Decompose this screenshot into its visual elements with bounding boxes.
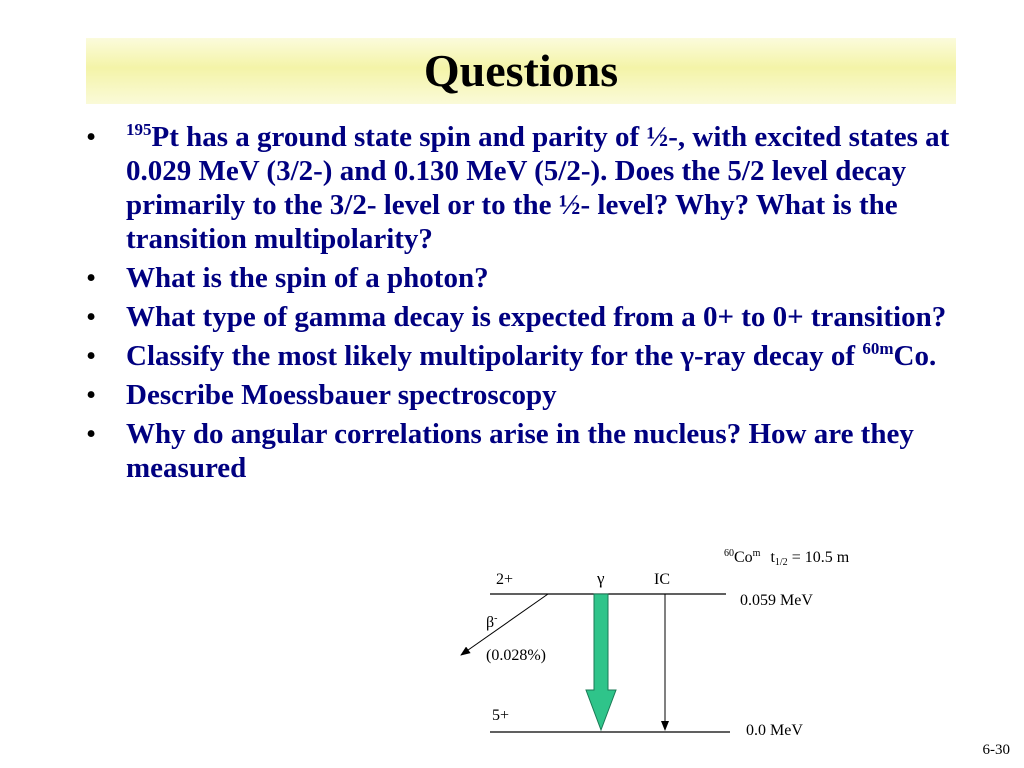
question-text-end: Co. <box>893 340 937 372</box>
question-list <box>86 120 966 490</box>
halflife-value: = 10.5 m <box>787 549 850 566</box>
question-item <box>86 300 966 334</box>
question-text: What is the spin of a photon? <box>126 262 489 294</box>
bullet-marker: • <box>86 340 97 372</box>
slide-title: Questions <box>423 45 619 96</box>
decay-scheme-diagram <box>440 540 910 750</box>
diagram-header <box>724 548 850 568</box>
beta-decay-arrow <box>461 594 548 655</box>
bullet-marker: • <box>86 418 97 450</box>
question-item <box>86 417 966 485</box>
gamma-transition-arrow <box>586 594 616 730</box>
ic-label: IC <box>654 571 670 588</box>
bullet-marker: • <box>86 262 97 294</box>
question-item <box>86 339 966 373</box>
gamma-label: γ <box>597 569 605 588</box>
halflife-subscript: 1/2 <box>774 557 788 568</box>
isotope-mass-number: 195 <box>126 120 152 139</box>
halflife-t: t <box>770 549 775 566</box>
lower-level-spin: 5+ <box>492 707 510 724</box>
lower-level-energy: 0.0 MeV <box>746 722 803 739</box>
bullet-marker: • <box>86 121 97 153</box>
question-item <box>86 261 966 295</box>
bullet-marker: • <box>86 379 97 411</box>
isotope-mass-number: 60m <box>862 339 894 358</box>
question-text: Classify the most likely multipolarity for the γ-ray decay of <box>126 340 863 372</box>
question-text: Pt has a ground state spin and parity of ½-, with excited states at 0.029 MeV (3/2-) and 0.130 MeV (5/2-). Does the 5/2 level decay primarily to the 3/2- level or to the ½- level? Why? What is the transition multipolarity? <box>126 121 950 255</box>
header-mass-number: 60 <box>724 548 734 559</box>
question-item <box>86 378 966 412</box>
question-item <box>86 120 966 256</box>
header-nuclide: Co <box>734 549 753 566</box>
beta-branch-ratio: (0.028%) <box>486 647 546 664</box>
bullet-marker: • <box>86 301 97 333</box>
question-text: Why do angular correlations arise in the nucleus? How are they measured <box>126 418 914 484</box>
upper-level-spin: 2+ <box>496 571 514 588</box>
question-text: Describe Moessbauer spectroscopy <box>126 379 557 411</box>
page-number: 6-30 <box>982 742 1010 758</box>
upper-level-energy: 0.059 MeV <box>740 592 813 609</box>
header-isomer: m <box>752 548 761 559</box>
beta-label: β- <box>486 613 498 631</box>
question-text: What type of gamma decay is expected from a 0+ to 0+ transition? <box>126 301 947 333</box>
